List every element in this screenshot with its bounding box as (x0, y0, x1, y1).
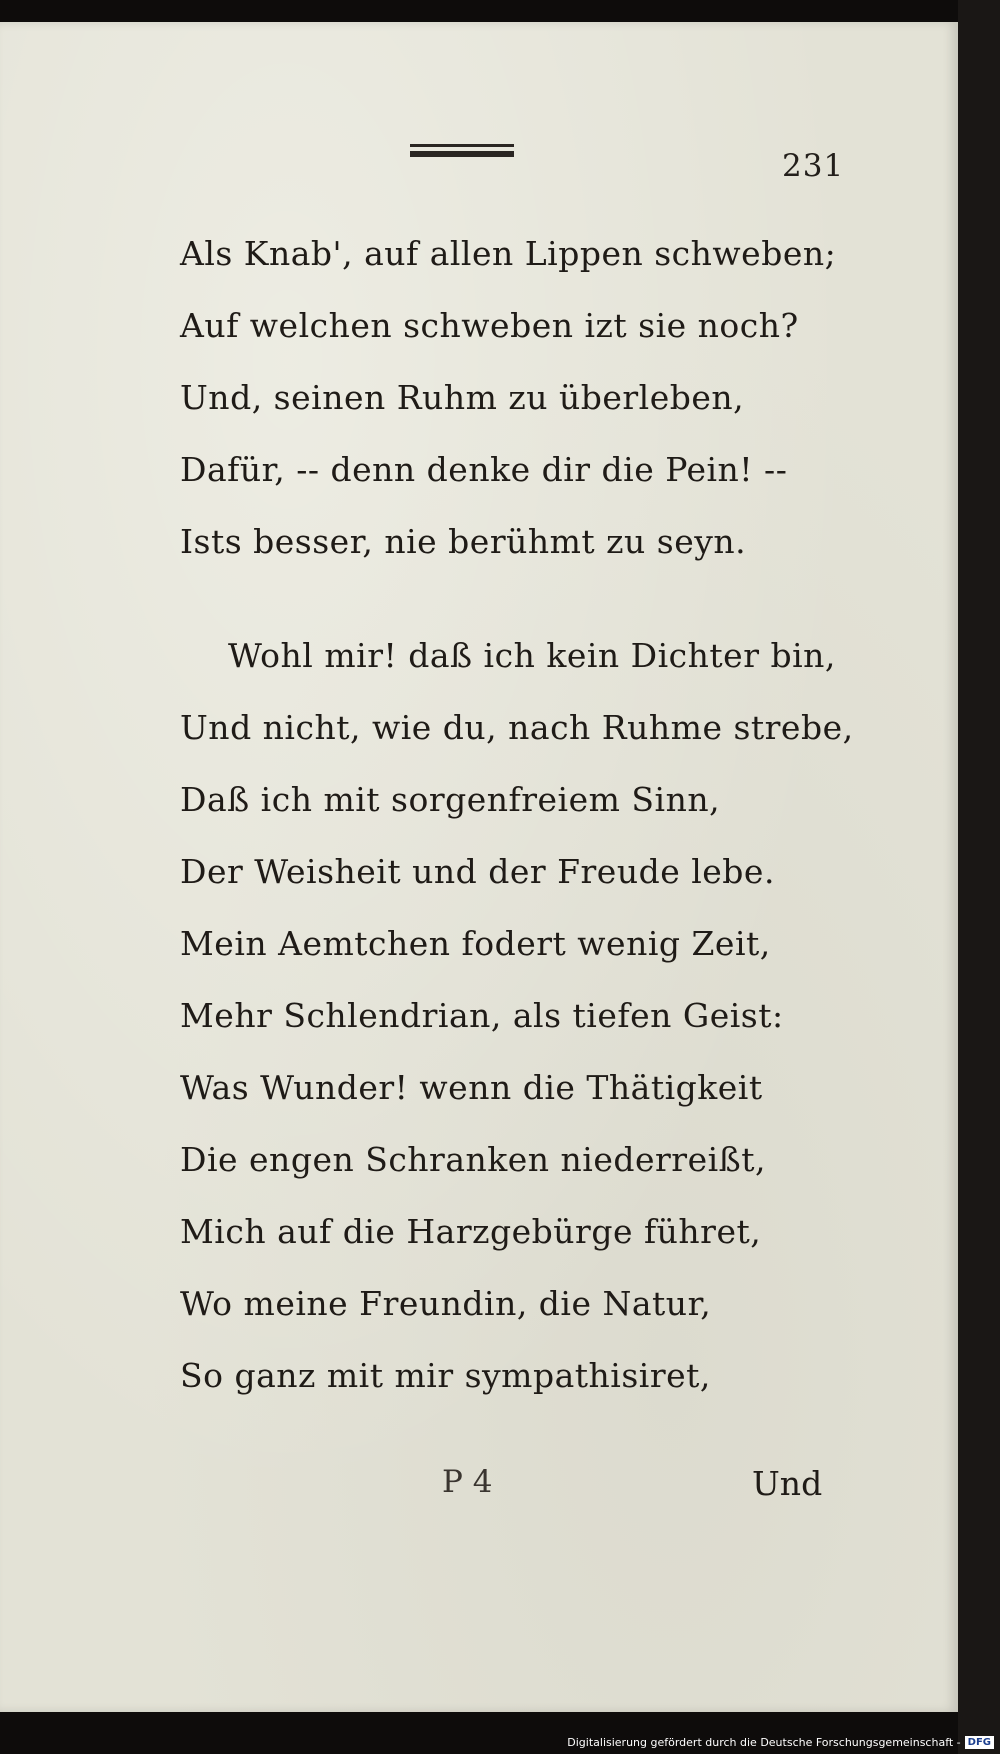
catchword: Und (752, 1464, 823, 1503)
scan-edge (958, 0, 1000, 1754)
poem-line: Mich auf die Harzgebürge führet, (180, 1212, 762, 1251)
poem-line: Mehr Schlendrian, als tiefen Geist: (180, 996, 784, 1035)
poem-line: Ists besser, nie berühmt zu seyn. (180, 522, 747, 561)
digitization-footer (567, 1733, 994, 1751)
poem-line: Auf welchen schweben izt sie noch? (180, 306, 799, 345)
poem-line: Die engen Schranken niederreißt, (180, 1140, 766, 1179)
signature-mark: P 4 (442, 1464, 493, 1500)
header-rule-thin (410, 144, 514, 147)
poem-line: Der Weisheit und der Freude lebe. (180, 852, 775, 891)
header-rule-thick (410, 151, 514, 157)
poem-line: Was Wunder! wenn die Thätigkeit (180, 1068, 763, 1107)
poem-line: Wo meine Freundin, die Natur, (180, 1284, 712, 1323)
book-page (0, 22, 958, 1712)
poem-line: Und, seinen Ruhm zu überleben, (180, 378, 745, 417)
poem-line: Daß ich mit sorgenfreiem Sinn, (180, 780, 721, 819)
poem-line: Und nicht, wie du, nach Ruhme strebe, (180, 708, 854, 747)
poem-line: So ganz mit mir sympathisiret, (180, 1356, 711, 1395)
poem-line: Wohl mir! daß ich kein Dichter bin, (228, 636, 836, 675)
page-number: 231 (782, 148, 845, 184)
dfg-logo: DFG (965, 1736, 994, 1749)
footer-credit: Digitalisierung gefördert durch die Deutsche Forschungsgemeinschaft - (567, 1735, 961, 1749)
poem-line: Dafür, -- denn denke dir die Pein! -- (180, 450, 788, 489)
header-rule (410, 144, 514, 157)
poem-line: Mein Aemtchen fodert wenig Zeit, (180, 924, 771, 963)
poem-line: Als Knab', auf allen Lippen schweben; (180, 234, 837, 273)
